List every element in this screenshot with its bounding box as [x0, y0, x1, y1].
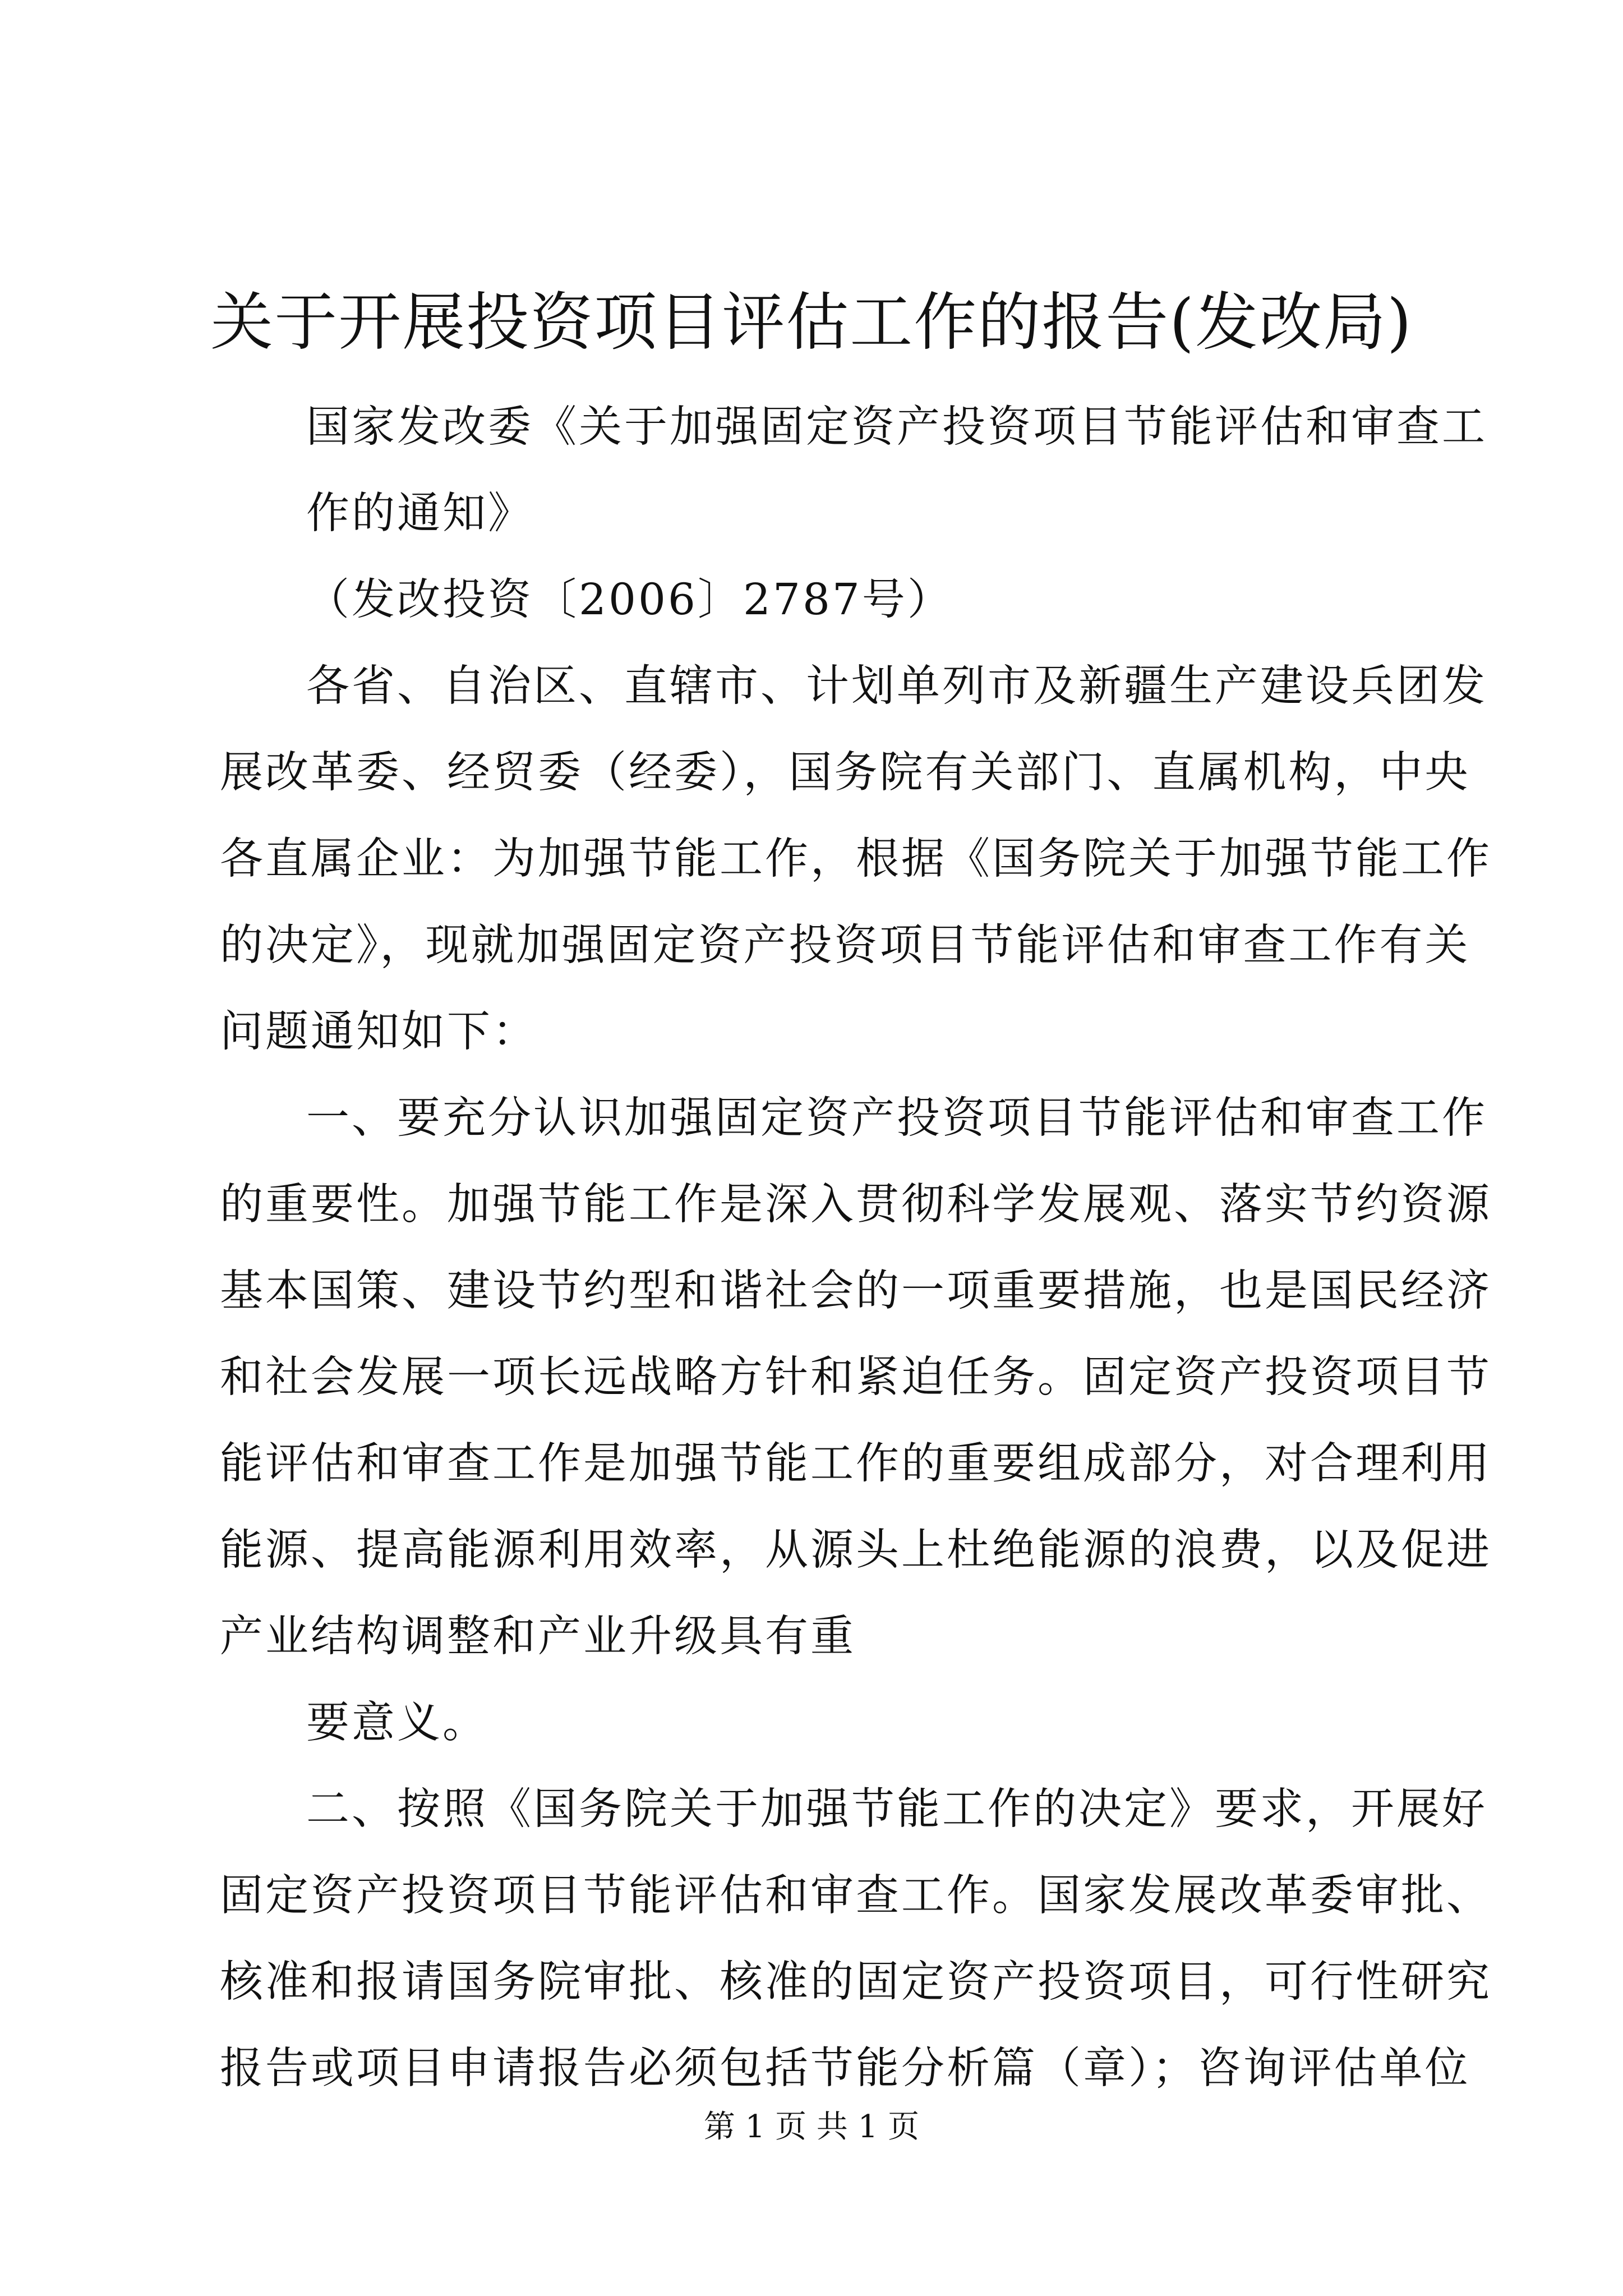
body-line: 的决定》，现就加强固定资产投资项目节能评估和审查工作有关 — [220, 921, 1470, 970]
body-line: 和社会发展一项长远战略方针和紧迫任务。固定资产投资项目节 — [220, 1352, 1492, 1402]
document-body — [220, 384, 1492, 2112]
body-line: 要意义。 — [306, 1698, 488, 1748]
body-line: 固定资产投资项目节能评估和审查工作。国家发展改革委审批、 — [220, 1871, 1492, 1921]
body-line: 二、按照《国务院关于加强节能工作的决定》要求，开展好 — [306, 1784, 1487, 1834]
body-line: 各省、自治区、直辖市、计划单列市及新疆生产建设兵团发 — [306, 661, 1487, 711]
body-line: 的重要性。加强节能工作是深入贯彻科学发展观、落实节约资源 — [220, 1180, 1492, 1230]
body-line: 作的通知》 — [306, 489, 533, 539]
body-line: （发改投资〔2006〕2787号） — [306, 575, 953, 625]
body-line: 展改革委、经贸委（经委），国务院有关部门、直属机构，中央 — [220, 748, 1470, 798]
page-footer: 第 1 页 共 1 页 — [703, 2109, 920, 2145]
body-line: 报告或项目申请报告必须包括节能分析篇（章）；咨询评估单位 — [220, 2044, 1470, 2093]
body-line: 能源、提高能源利用效率，从源头上杜绝能源的浪费，以及促进 — [220, 1525, 1492, 1575]
body-line: 各直属企业：为加强节能工作，根据《国务院关于加强节能工作 — [220, 834, 1492, 884]
body-line: 产业结构调整和产业升级具有重 — [220, 1612, 856, 1662]
body-line: 能评估和审查工作是加强节能工作的重要组成部分，对合理利用 — [220, 1439, 1492, 1489]
body-line: 问题通知如下： — [220, 1007, 538, 1057]
body-line: 国家发改委《关于加强固定资产投资项目节能评估和审查工 — [306, 402, 1487, 452]
body-line: 核准和报请国务院审批、核准的固定资产投资项目，可行性研究 — [220, 1957, 1492, 2007]
body-line: 基本国策、建设节约型和谐社会的一项重要措施，也是国民经济 — [220, 1266, 1492, 1316]
body-line: 一、要充分认识加强固定资产投资项目节能评估和审查工作 — [306, 1093, 1487, 1143]
document-title: 关于开展投资项目评估工作的报告(发改局) — [210, 286, 1413, 359]
